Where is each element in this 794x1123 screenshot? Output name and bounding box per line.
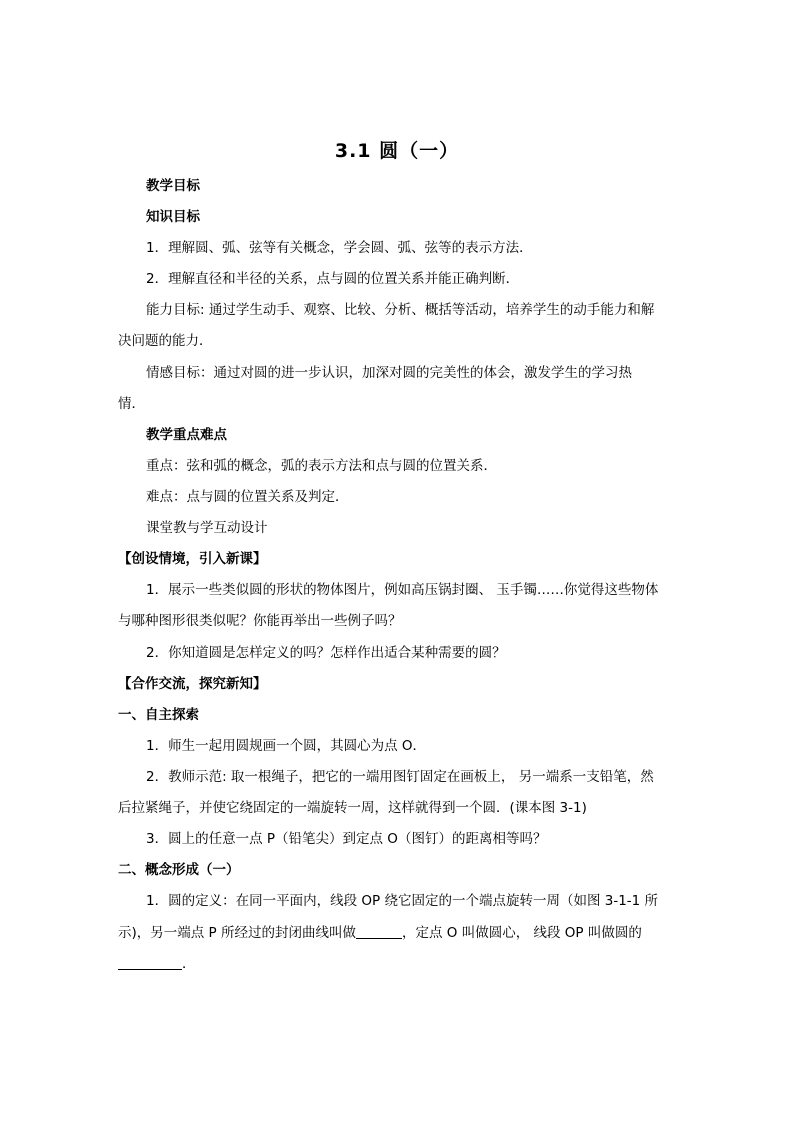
heading-concept-formation: 二、概念形成（一）: [118, 862, 240, 878]
difficult-point: 难点：点与圆的位置关系及判定．: [146, 489, 349, 505]
definition-line1: 1．圆的定义：在同一平面内，线段 OP 绕它固定的一个端点旋转一周（如图 3-1-1 所: [146, 893, 659, 909]
answer-blank-circle[interactable]: [356, 924, 402, 939]
situation-item-1-line1: 1．展示一些类似圆的形状的物体图片，例如高压锅封圈、 玉手镯……你觉得这些物体: [146, 582, 659, 598]
heading-create-situation: 【创设情境，引入新课】: [118, 551, 267, 567]
heading-interactive-design: 课堂教与学互动设计: [146, 520, 268, 536]
situation-item-1-line2: 与哪种图形很类似呢？你能再举出一些例子吗？: [118, 613, 402, 629]
emotion-goal-line1: 情感目标：通过对圆的进一步认识，加深对圆的完美性的体会，激发学生的学习热: [146, 365, 632, 381]
definition-line3: [118, 954, 196, 974]
explore-item-2-line2: 后拉紧绳子，并使它绕固定的一端旋转一周，这样就得到一个圆．(课本图 3-1): [118, 800, 587, 816]
heading-key-points: 教学重点难点: [146, 427, 227, 443]
heading-cooperation: 【合作交流，探究新知】: [118, 676, 267, 692]
explore-item-2-line1: 2．教师示范: 取一根绳子，把它的一端用图钉固定在画板上， 另一端系一支铅笔，然: [146, 769, 654, 785]
emotion-goal-line2: 情．: [118, 396, 145, 412]
situation-item-2: 2．你知道圆是怎样定义的吗？怎样作出适合某种需要的圆？: [146, 645, 506, 661]
ability-goal-line1: 能力目标: 通过学生动手、观察、比较、分析、概括等活动，培养学生的动手能力和解: [146, 302, 655, 318]
heading-knowledge-goals: 知识目标: [146, 209, 200, 225]
definition-line2-part2: ，定点 O 叫做圆心， 线段 OP 叫做圆的: [402, 925, 642, 941]
key-point: 重点：弦和弧的概念，弧的表示方法和点与圆的位置关系．: [146, 458, 497, 474]
heading-self-explore: 一、自主探索: [118, 707, 199, 723]
page-title: 3.1 圆（一）: [334, 140, 460, 162]
explore-item-3: 3．圆上的任意一点 P（铅笔尖）到定点 O（图钉）的距离相等吗？: [146, 831, 547, 847]
ability-goal-line2: 决问题的能力．: [118, 333, 213, 349]
definition-line2: [118, 923, 642, 943]
knowledge-goal-1: 1．理解圆、弧、弦等有关概念，学会圆、弧、弦等的表示方法．: [146, 240, 533, 256]
knowledge-goal-2: 2．理解直径和半径的关系，点与圆的位置关系并能正确判断．: [146, 271, 520, 287]
answer-blank-radius[interactable]: [118, 955, 182, 970]
definition-line3-end: ．: [182, 956, 196, 972]
definition-line2-part1: 示)，另一端点 P 所经过的封闭曲线叫做: [118, 925, 356, 941]
explore-item-1: 1．师生一起用圆规画一个圆，其圆心为点 O．: [146, 738, 427, 754]
heading-teaching-goals: 教学目标: [146, 178, 200, 194]
